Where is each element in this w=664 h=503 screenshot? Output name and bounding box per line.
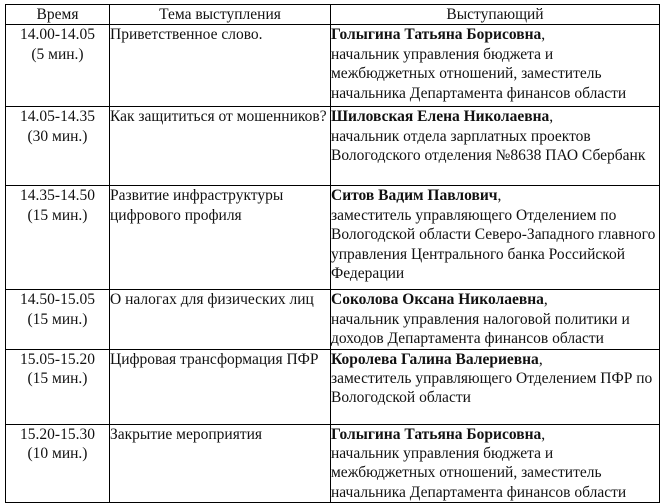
speaker-cell — [331, 25, 660, 107]
time-range: 14.35-14.50 — [20, 187, 95, 205]
program-table — [5, 4, 660, 503]
topic-cell: О налогах для физических лиц — [110, 290, 331, 349]
time-range: 15.05-15.20 — [20, 350, 95, 368]
speaker-name: Голыгина Татьяна Борисовна — [331, 425, 542, 443]
time-range: 14.50-15.05 — [20, 291, 95, 309]
header-topic: Тема выступления — [110, 5, 331, 25]
speaker-separator: , — [543, 291, 548, 309]
table-header-row — [6, 5, 660, 25]
time-cell — [6, 290, 110, 349]
topic-cell: Цифровая трансформация ПФР — [110, 349, 331, 424]
speaker-role: начальник управления налоговой политики и доходов Департамента финансов области — [331, 310, 630, 348]
table-row — [6, 107, 660, 186]
speaker-separator: , — [541, 26, 546, 44]
speaker-role: заместитель управляющего Отделением по Вологодской области Северо-Западного главного управления Центрального банка Российской Федерации — [331, 206, 656, 283]
header-speaker: Выступающий — [331, 5, 660, 25]
table-row — [6, 186, 660, 290]
speaker-role: начальник отдела зарплатных проектов Вологодского отделения №8638 ПАО Сбербанк — [331, 127, 646, 165]
speaker-cell — [331, 290, 660, 349]
topic-cell: Как защититься от мошенников? — [110, 107, 331, 186]
duration: (10 мин.) — [27, 445, 88, 463]
speaker-cell — [331, 107, 660, 186]
header-time: Время — [6, 5, 110, 25]
time-cell — [6, 186, 110, 290]
duration: (30 мин.) — [27, 127, 88, 145]
topic-cell: Развитие инфраструктуры цифрового профиля — [110, 186, 331, 290]
speaker-role: заместитель управляющего Отделением ПФР по Вологодской области — [331, 370, 653, 407]
time-cell — [6, 25, 110, 107]
table-row — [6, 349, 660, 424]
time-range: 14.05-14.35 — [20, 108, 95, 126]
table-row — [6, 25, 660, 107]
speaker-role: начальник управления бюджета и межбюджетных отношений, заместитель начальника Департамента финансов области — [331, 445, 627, 501]
time-range: 15.20-15.30 — [20, 425, 95, 443]
speaker-cell — [331, 349, 660, 424]
speaker-role: начальник управления бюджета и межбюджетных отношений, заместитель начальника Департамента финансов области — [331, 45, 627, 102]
topic-cell: Закрытие мероприятия — [110, 424, 331, 503]
speaker-name: Королева Галина Валериевна — [331, 350, 539, 368]
speaker-name: Соколова Оксана Николаевна — [331, 291, 544, 309]
speaker-cell — [331, 186, 660, 290]
duration: (15 мин.) — [27, 206, 88, 224]
time-cell — [6, 349, 110, 424]
duration: (5 мин.) — [31, 45, 84, 63]
speaker-separator: , — [538, 350, 543, 368]
speaker-cell — [331, 424, 660, 503]
speaker-name: Ситов Вадим Павлович — [331, 187, 498, 205]
speaker-separator: , — [549, 108, 554, 126]
time-cell — [6, 107, 110, 186]
speaker-separator: , — [541, 425, 546, 443]
time-cell — [6, 424, 110, 503]
table-row — [6, 424, 660, 503]
duration: (15 мин.) — [27, 310, 88, 328]
speaker-separator: , — [497, 187, 502, 205]
duration: (15 мин.) — [27, 370, 88, 388]
table-row — [6, 290, 660, 349]
time-range: 14.00-14.05 — [20, 26, 95, 44]
speaker-name: Голыгина Татьяна Борисовна — [331, 26, 542, 44]
topic-cell: Приветственное слово. — [110, 25, 331, 107]
speaker-name: Шиловская Елена Николаевна — [331, 108, 550, 126]
